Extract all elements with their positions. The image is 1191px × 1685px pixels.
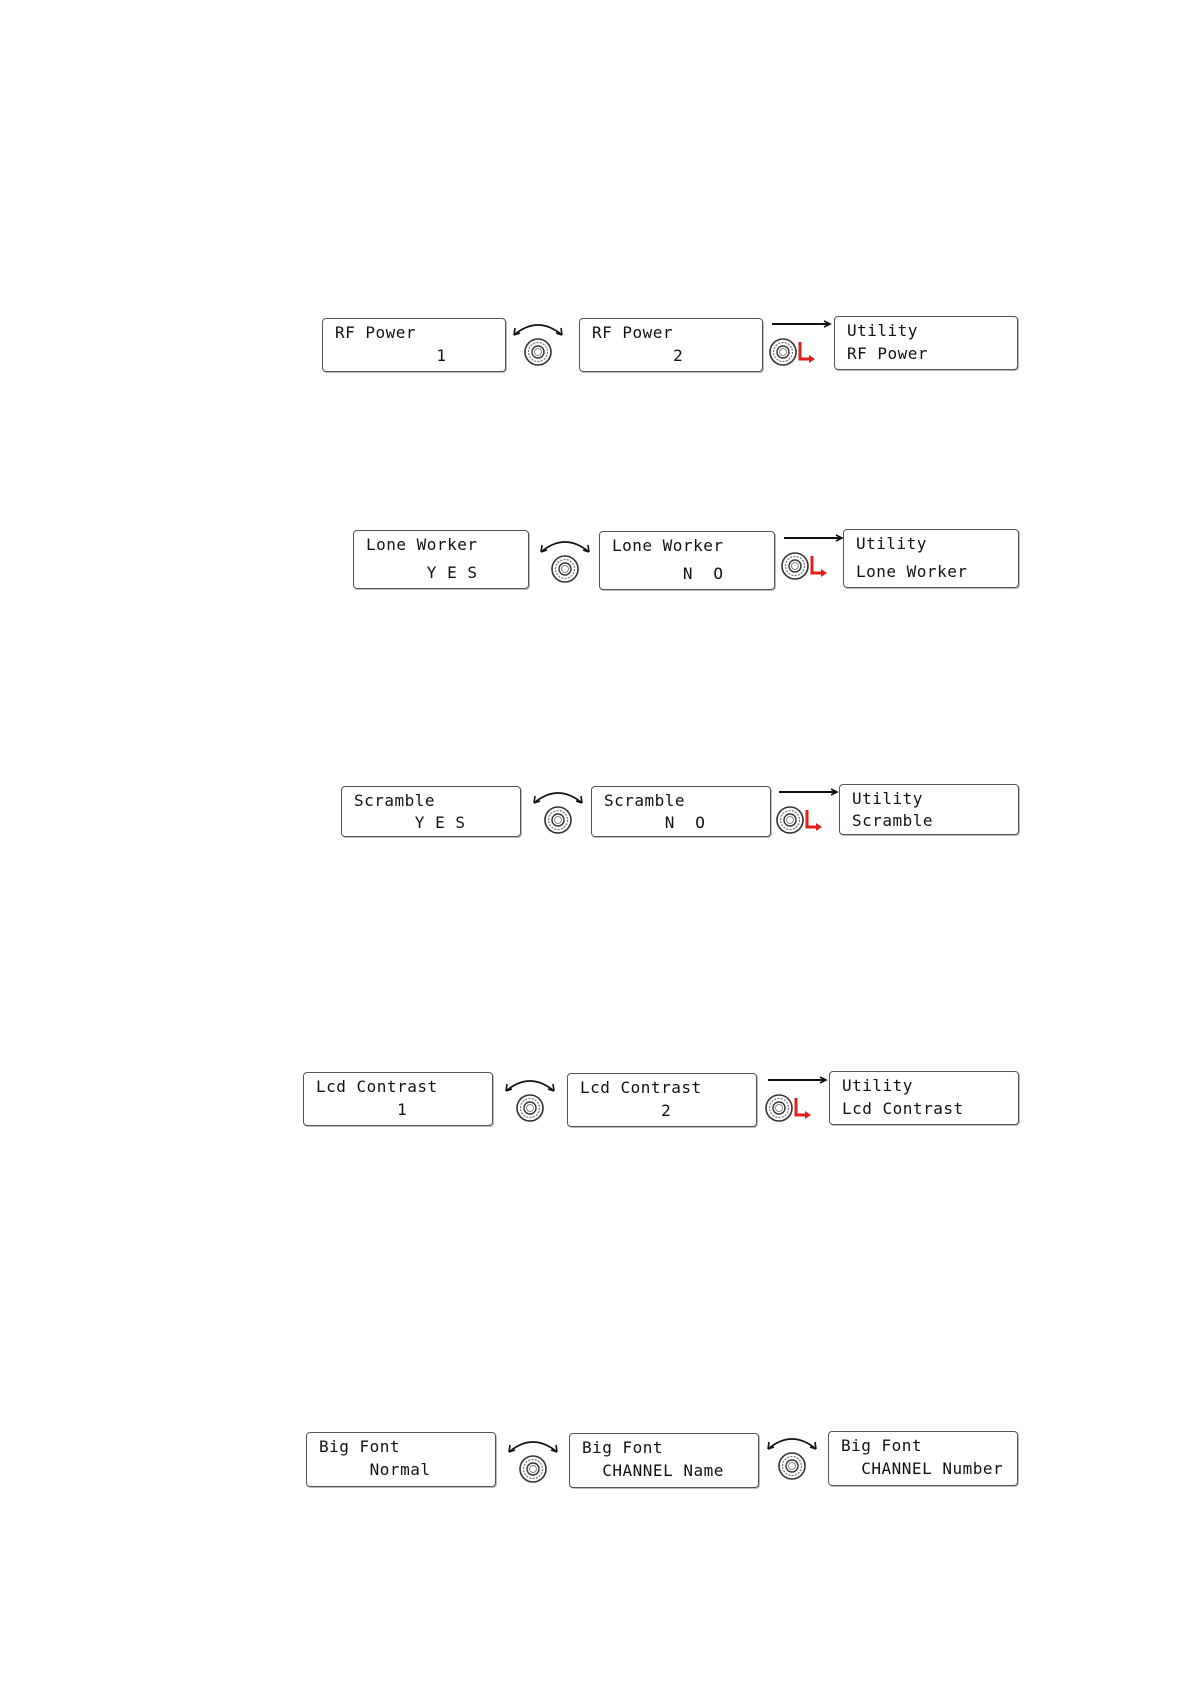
lcd-panel (303, 1072, 493, 1126)
lcd-line1: RF Power (335, 323, 417, 342)
lcd-line1: Utility (856, 534, 927, 553)
lcd-panel (839, 784, 1019, 835)
rotate-knob-icon (503, 1435, 563, 1485)
lcd-line1: Lcd Contrast (580, 1078, 702, 1097)
lcd-panel (306, 1432, 496, 1487)
lcd-line2: Lcd Contrast (842, 1099, 964, 1118)
press-knob-icon (778, 532, 846, 584)
lcd-panel (834, 316, 1018, 370)
lcd-panel (591, 786, 771, 837)
lcd-line1: Lone Worker (612, 536, 724, 555)
rotate-knob-icon (535, 535, 595, 585)
rotate-knob-icon (762, 1432, 822, 1482)
lcd-line2: CHANNEL Number (841, 1459, 1004, 1478)
lcd-line1: Big Font (841, 1436, 923, 1455)
lcd-line2: N O (612, 564, 724, 583)
lcd-line1: Lcd Contrast (316, 1077, 438, 1096)
lcd-panel (843, 529, 1019, 588)
rotate-knob-icon (500, 1074, 560, 1124)
lcd-line2: RF Power (847, 344, 929, 363)
rotate-knob-icon (508, 318, 568, 368)
lcd-line1: RF Power (592, 323, 674, 342)
lcd-line2: 2 (580, 1101, 672, 1120)
press-knob-icon (762, 1074, 830, 1126)
lcd-panel (567, 1073, 757, 1127)
lcd-panel (599, 531, 775, 590)
lcd-line1: Big Font (319, 1437, 401, 1456)
lcd-line2: 2 (592, 346, 684, 365)
lcd-line1: Utility (852, 789, 923, 808)
lcd-line2: Y E S (366, 563, 478, 582)
lcd-line1: Lone Worker (366, 535, 478, 554)
lcd-line2: Scramble (852, 811, 934, 830)
lcd-line1: Utility (842, 1076, 913, 1095)
lcd-panel (322, 318, 506, 372)
lcd-line1: Big Font (582, 1438, 664, 1457)
lcd-panel (341, 786, 521, 837)
lcd-line2: 1 (335, 346, 447, 365)
lcd-line1: Utility (847, 321, 918, 340)
lcd-line2: N O (604, 813, 706, 832)
lcd-panel (829, 1071, 1019, 1125)
press-knob-icon (766, 318, 834, 370)
lcd-line2: 1 (316, 1100, 408, 1119)
lcd-line2: CHANNEL Name (582, 1461, 724, 1480)
lcd-panel (569, 1433, 759, 1488)
lcd-line1: Scramble (354, 791, 436, 810)
lcd-line2: Normal (319, 1460, 431, 1479)
lcd-line2: Lone Worker (856, 562, 968, 581)
lcd-line1: Scramble (604, 791, 686, 810)
press-knob-icon (773, 786, 841, 838)
lcd-panel (353, 530, 529, 589)
lcd-panel (579, 318, 763, 372)
lcd-line2: Y E S (354, 813, 466, 832)
lcd-panel (828, 1431, 1018, 1486)
rotate-knob-icon (528, 786, 588, 836)
